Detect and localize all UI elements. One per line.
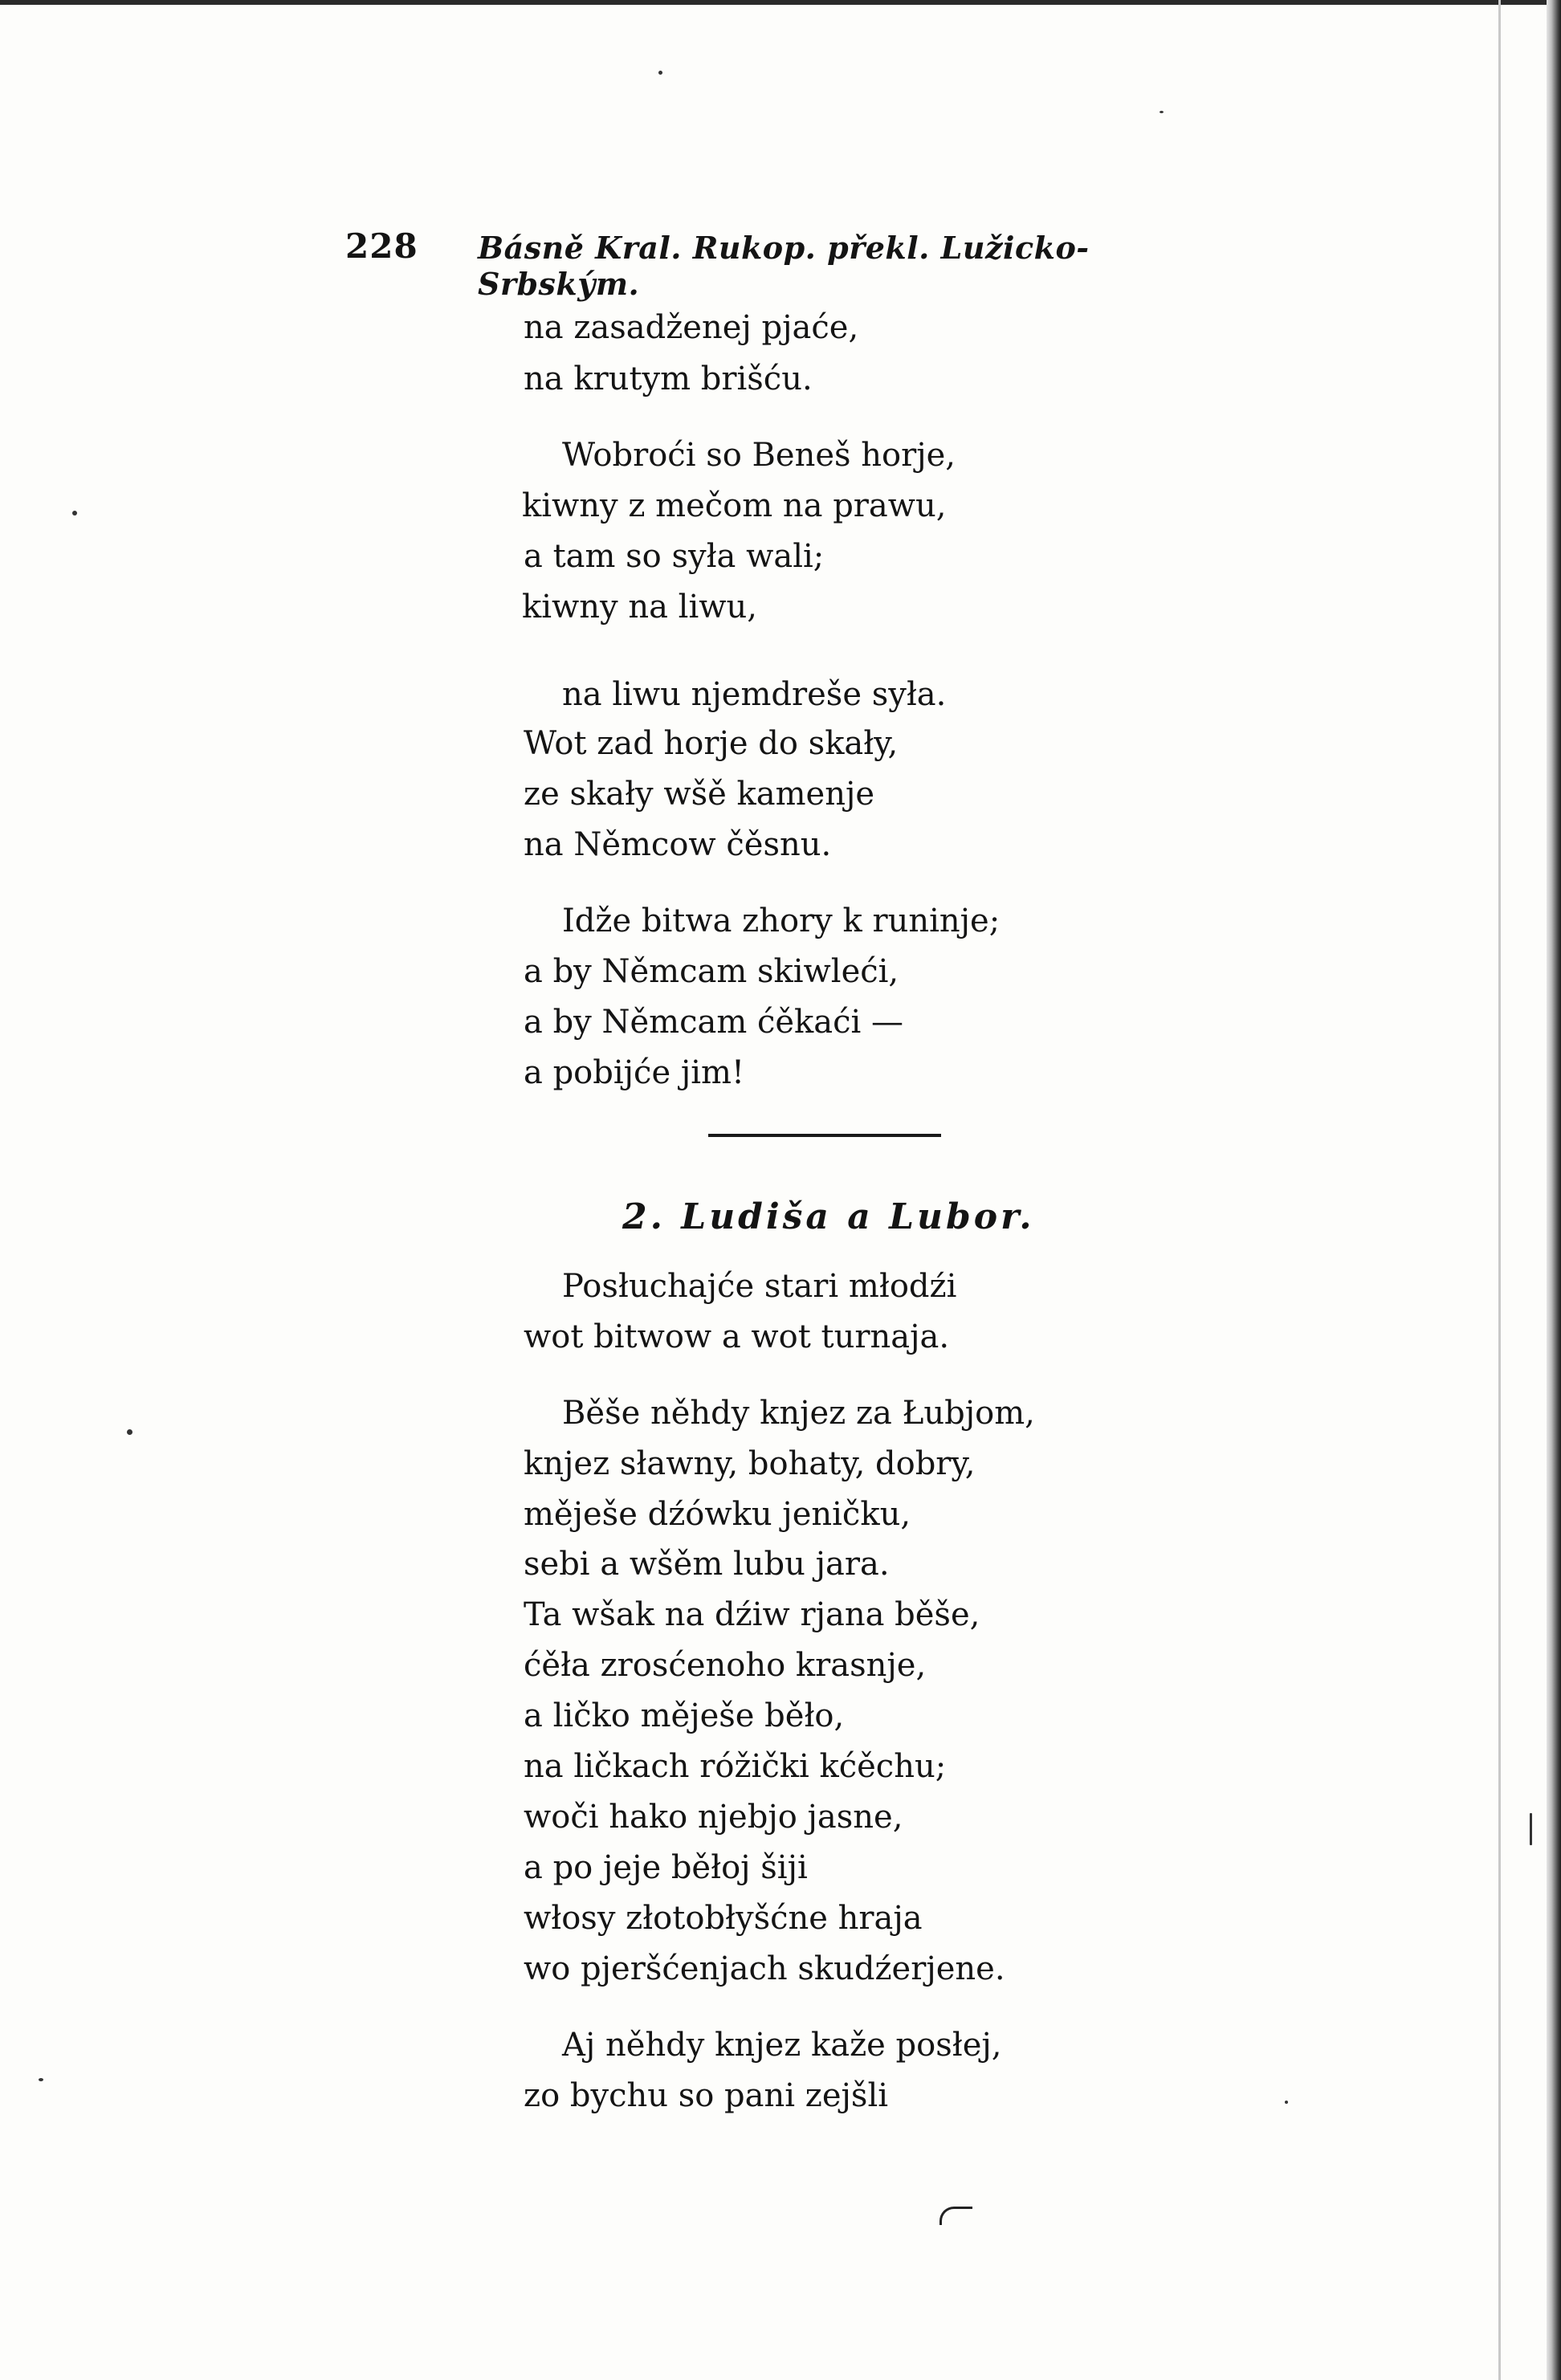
stray-ink-mark bbox=[939, 2207, 972, 2225]
scan-speck bbox=[1285, 2101, 1288, 2104]
verse-line: wo pjeršćenjach skudźerjene. bbox=[524, 1950, 1005, 1987]
verse-line: Aj něhdy knjez kaže posłej, bbox=[562, 2027, 1002, 2064]
verse-line: Wobroći so Beneš horje, bbox=[562, 437, 956, 474]
verse-line: a by Němcam ćěkaći — bbox=[524, 1004, 904, 1041]
scan-speck bbox=[1160, 111, 1164, 113]
section-title: 2. Ludiša a Lubor. bbox=[622, 1196, 1035, 1237]
verse-line: ćěła zrosćenoho krasnje, bbox=[524, 1647, 927, 1684]
verse-line: a by Němcam skiwleći, bbox=[524, 953, 899, 990]
verse-line: Wot zad horje do skały, bbox=[524, 725, 899, 762]
verse-line: wot bitwow a wot turnaja. bbox=[524, 1318, 950, 1355]
verse-line: knjez sławny, bohaty, dobry, bbox=[524, 1445, 976, 1482]
verse-line: Posłuchajće stari młodźi bbox=[562, 1268, 957, 1305]
verse-line: na krutym brišću. bbox=[524, 361, 813, 397]
verse-line: na Němcow čěsnu. bbox=[524, 826, 832, 863]
verse-line: a tam so syła wali; bbox=[524, 538, 825, 575]
verse-line: Běše něhdy knjez za Łubjom, bbox=[562, 1395, 1035, 1432]
scan-right-border bbox=[1547, 0, 1561, 2380]
scan-speck bbox=[39, 2078, 43, 2081]
section-divider bbox=[708, 1134, 941, 1137]
scan-right-gutter-line bbox=[1498, 0, 1501, 2380]
verse-line: ze skały wšě kamenje bbox=[524, 776, 875, 813]
scan-speck bbox=[658, 71, 662, 75]
verse-line: sebi a wšěm lubu jara. bbox=[524, 1546, 890, 1583]
verse-line: a pobijće jim! bbox=[524, 1054, 745, 1091]
verse-line: na liwu njemdreše syła. bbox=[562, 676, 947, 713]
verse-line: a po jeje běłoj šiji bbox=[524, 1849, 808, 1886]
verse-line: kiwny z mečom na prawu, bbox=[522, 487, 947, 524]
page-header bbox=[345, 226, 1229, 302]
scan-speck bbox=[127, 1429, 132, 1435]
verse-line: zo bychu so pani zejšli bbox=[524, 2077, 889, 2114]
verse-line: woči hako njebjo jasne, bbox=[524, 1799, 903, 1836]
scan-top-border bbox=[0, 0, 1561, 5]
running-title: Básně Kral. Rukop. překl. Lužicko-Srbským. bbox=[478, 230, 1090, 302]
scan-speck bbox=[72, 511, 77, 516]
verse-line: kiwny na liwu, bbox=[522, 589, 757, 626]
verse-line: Idže bitwa zhory k runinje; bbox=[562, 903, 1001, 939]
verse-line: na ličkach róžički kćěchu; bbox=[524, 1748, 947, 1785]
verse-line: włosy złotobłyšćne hraja bbox=[524, 1900, 923, 1937]
page-number: 228 bbox=[345, 226, 418, 266]
scan-speck bbox=[1530, 1813, 1532, 1845]
verse-line: a ličko měješe běło, bbox=[524, 1697, 845, 1734]
verse-line: na zasadženej pjaće, bbox=[524, 309, 859, 346]
verse-line: měješe dźówku jeničku, bbox=[524, 1496, 911, 1533]
verse-line: Ta wšak na dźiw rjana běše, bbox=[524, 1596, 980, 1633]
